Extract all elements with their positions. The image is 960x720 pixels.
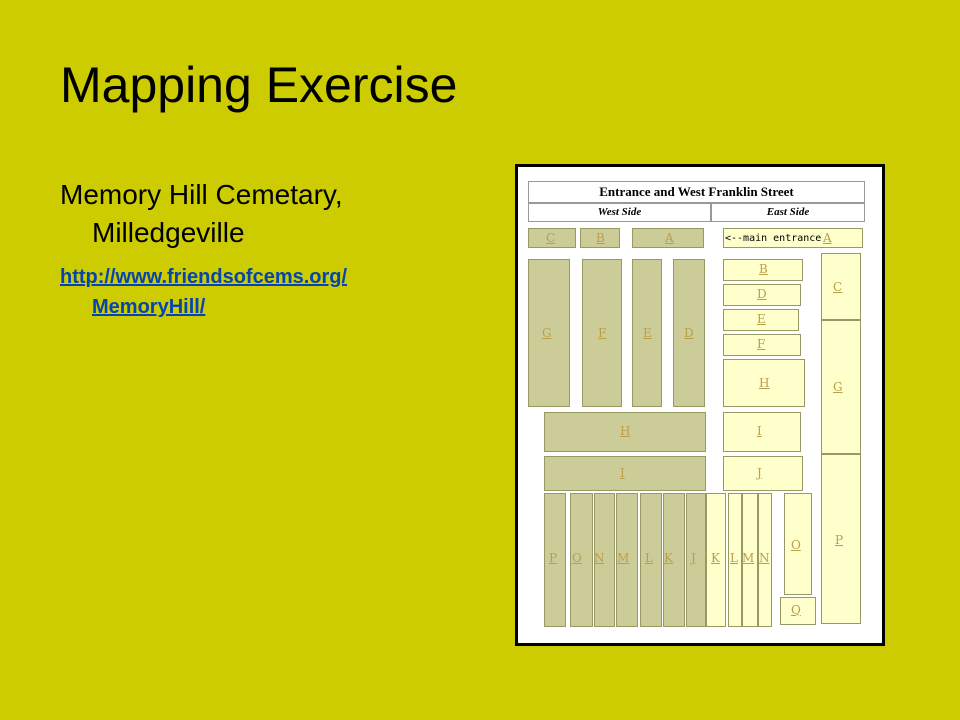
link-east-o[interactable]: O: [791, 538, 801, 552]
link-west-p[interactable]: P: [549, 551, 558, 565]
link-east-j[interactable]: J: [757, 466, 762, 480]
link-east-f[interactable]: F: [757, 337, 766, 351]
link-east-c[interactable]: C: [833, 280, 843, 294]
cemetery-map-image: [515, 164, 885, 646]
link-west-h[interactable]: H: [620, 424, 631, 438]
section-west-i: [544, 456, 706, 491]
east-side-label: East Side: [711, 203, 865, 222]
link-west-f[interactable]: F: [598, 326, 607, 340]
link-west-g[interactable]: G: [542, 326, 552, 340]
slide-title: Mapping Exercise: [60, 57, 458, 113]
website-link-line1[interactable]: http://www.friendsofcems.org/: [60, 266, 348, 288]
link-east-n[interactable]: N: [759, 551, 770, 565]
link-west-l[interactable]: L: [645, 551, 653, 565]
link-west-j[interactable]: J: [691, 551, 696, 565]
link-west-i[interactable]: I: [620, 466, 625, 480]
section-east-j: [723, 456, 803, 491]
link-west-d[interactable]: D: [684, 326, 694, 340]
link-east-k[interactable]: K: [711, 551, 720, 565]
link-west-e[interactable]: E: [643, 326, 652, 340]
link-east-m[interactable]: M: [742, 551, 755, 565]
cemetery-map: [518, 167, 882, 643]
link-east-g[interactable]: G: [833, 380, 843, 394]
section-east-i: [723, 412, 801, 452]
link-west-m[interactable]: M: [617, 551, 630, 565]
link-west-k[interactable]: K: [664, 551, 673, 565]
west-side-label: West Side: [528, 203, 711, 222]
cemetery-name: Memory Hill Cemetary,: [60, 179, 343, 210]
cemetery-city: Milledgeville: [92, 217, 245, 248]
link-west-n[interactable]: N: [594, 551, 605, 565]
link-east-h[interactable]: H: [759, 376, 770, 390]
link-west-c[interactable]: C: [546, 231, 556, 245]
link-east-b[interactable]: B: [759, 262, 768, 276]
website-link[interactable]: [60, 262, 460, 322]
link-east-i[interactable]: I: [757, 424, 762, 438]
link-east-l[interactable]: L: [730, 551, 738, 565]
section-west-j: [686, 493, 706, 627]
link-east-d[interactable]: D: [757, 287, 767, 301]
slide-body: [60, 176, 460, 252]
link-west-b[interactable]: B: [596, 231, 605, 245]
map-header: Entrance and West Franklin Street: [528, 181, 865, 203]
link-west-a[interactable]: A: [665, 231, 674, 245]
link-east-e[interactable]: E: [757, 312, 766, 326]
link-east-q[interactable]: Q: [791, 603, 801, 617]
link-west-o[interactable]: O: [572, 551, 582, 565]
link-east-a[interactable]: A: [823, 231, 832, 245]
main-entrance-label: <--main entrance: [725, 233, 822, 244]
website-link-line2[interactable]: MemoryHill/: [92, 296, 206, 318]
link-east-p[interactable]: P: [835, 533, 844, 547]
